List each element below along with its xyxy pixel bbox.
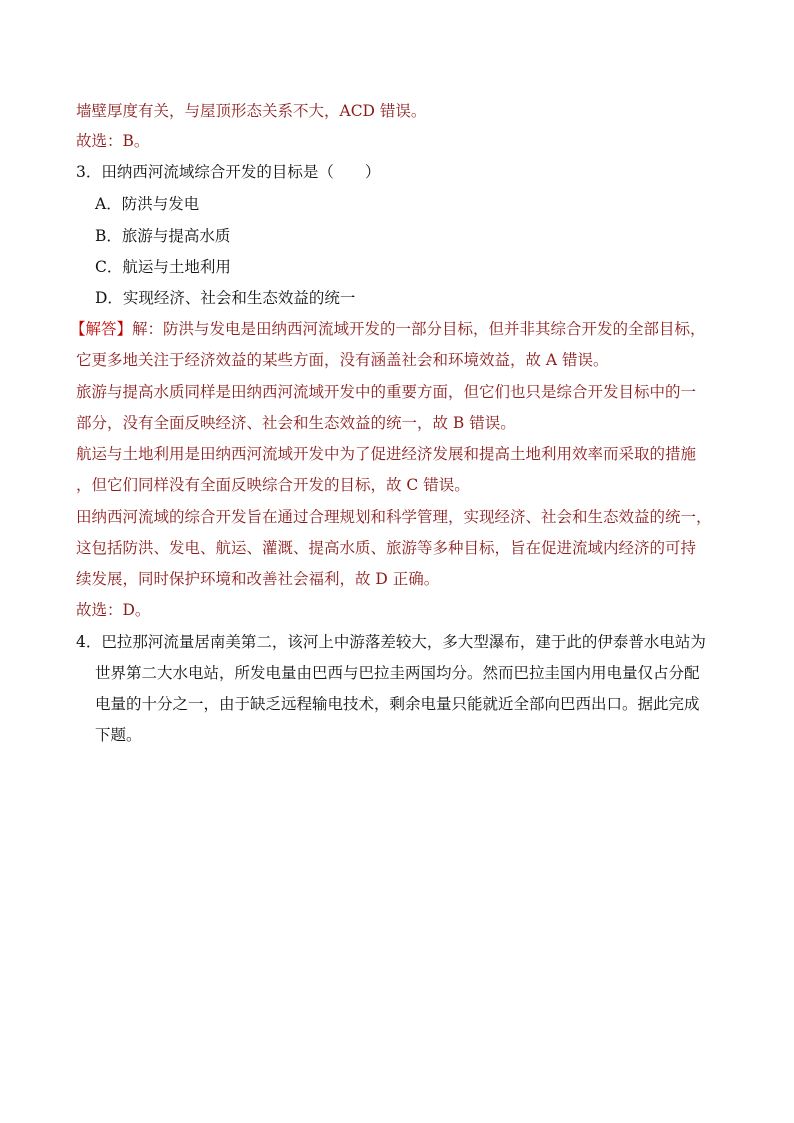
q3-stem: 3．田纳西河流域综合开发的目标是（ ） (76, 163, 381, 181)
q3-answer-line-4: 部分，没有全面反映经济、社会和生态效益的统一，故 B 错误。 (76, 414, 516, 432)
q3-option-a: A．防洪与发电 (95, 195, 200, 213)
q4-line-1: 4．巴拉那河流量居南美第二，该河上中游落差较大，多大型瀑布，建于此的伊泰普水电站为 (76, 633, 706, 651)
q3-option-c: C．航运与土地利用 (95, 258, 231, 276)
q4-line-4: 下题。 (95, 726, 142, 744)
q3-answer-line-7: 田纳西河流域的综合开发旨在通过合理规划和科学管理，实现经济、社会和生态效益的统一， (76, 508, 712, 526)
q4-line-3: 电量的十分之一，由于缺乏远程输电技术，剩余电量只能就近全部向巴西出口。据此完成 (95, 695, 700, 713)
q3-answer-choice: 故选：D。 (76, 601, 151, 619)
q4-line-2: 世界第二大水电站，所发电量由巴西与巴拉圭两国均分。然而巴拉圭国内用电量仅占分配 (95, 664, 700, 682)
q3-answer-line-6: ，但它们同样没有全面反映综合开发的目标，故 C 错误。 (76, 476, 470, 494)
q3-answer-line-3: 旅游与提高水质同样是田纳西河流域开发中的重要方面，但它们也只是综合开发目标中的一 (76, 383, 697, 401)
q3-answer-line-1 (70, 319, 706, 339)
prev-answer-line: 墙壁厚度有关，与屋顶形态关系不大，ACD 错误。 (76, 102, 427, 120)
q3-answer-line-9: 续发展，同时保护环境和改善社会福利，故 D 正确。 (76, 570, 440, 588)
q3-option-b: B．旅游与提高水质 (95, 227, 231, 245)
q3-answer-line-8: 这包括防洪、发电、航运、灌溉、提高水质、旅游等多种目标，旨在促进流域内经济的可持 (76, 539, 697, 557)
answer-text: 解：防洪与发电是田纳西河流域开发的一部分目标，但并非其综合开发的全部目标， (132, 320, 706, 338)
prev-answer-choice: 故选：B。 (76, 132, 150, 150)
q3-answer-line-2: 它更多地关注于经济效益的某些方面，没有涵盖社会和环境效益，故 A 错误。 (76, 351, 609, 369)
q3-answer-line-5: 航运与土地利用是田纳西河流域开发中为了促进经济发展和提高土地利用效率而采取的措施 (76, 445, 697, 463)
answer-tag: 【解答】 (70, 320, 133, 338)
q3-option-d: D．实现经济、社会和生态效益的统一 (95, 289, 356, 307)
